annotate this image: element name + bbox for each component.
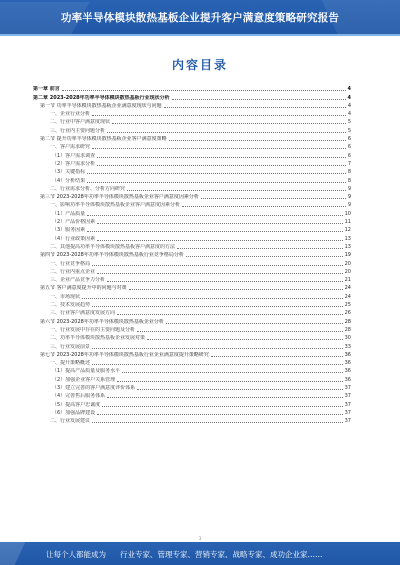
toc-entry-page: 4 [347,111,351,118]
toc-entry-text: 二、行业中客户满意度现状 [50,119,111,126]
toc-leader-dots [97,157,346,158]
toc-entry-page: 28 [344,326,351,333]
footer-slogan: 让每个人都能成为 [46,550,106,559]
toc-leader-dots [186,256,343,257]
toc-leader-dots [211,356,343,357]
toc-leader-dots [97,223,342,224]
toc-entry-text: （4）完善售后服务体系 [52,393,106,400]
toc-entry-text: 第四节 2023-2028年功率半导体模块散热基板行业竞争格局分析 [40,252,184,259]
toc-entry-page: 8 [347,169,351,176]
toc-entry-text: 第二节 提升功率半导体模块散热基板企业客户满意度策略 [40,136,167,143]
toc-leader-dots [166,323,343,324]
toc-leader-dots [112,123,346,124]
toc-entry[interactable] [33,267,351,275]
toc-entry[interactable] [33,341,351,349]
toc-entry-page: 20 [344,260,351,267]
toc-entry-page: 12 [344,227,351,234]
toc-entry[interactable] [33,84,351,92]
toc-leader-dots [92,148,346,149]
toc-leader-dots [137,331,343,332]
toc-entry-text: 一、行业发展中存在的主要问题及分析 [50,326,136,333]
toc-entry[interactable] [33,101,351,109]
toc-entry[interactable] [33,200,351,208]
toc-entry-page: 36 [344,376,351,383]
toc-entry[interactable] [33,258,351,266]
footer-roles: 行业专家、管理专家、营销专家、战略专家、成功企业家…… [120,550,323,559]
toc-entry-text: 二、其他提高功率半导体模块散热基板客户满意度的方法 [50,243,176,250]
toc-leader-dots [92,364,343,365]
toc-entry-text: 一、影响功率半导体模块散热基板企业客户满意度因素分析 [50,202,181,209]
toc-entry-text: 第六节 2023-2028年功率半导体模块散热基板企业分析 [40,318,164,325]
toc-entry-text: 第五节 客户满意度提升中的问题与对策 [40,285,127,292]
toc-entry-text: 一、市场现状 [50,293,81,300]
toc-leader-dots [129,289,343,290]
toc-entry[interactable] [33,333,351,341]
toc-entry-text: 第七节 2023-2028年功率半导体模块散热基板行业企业满意度提升策略研究 [40,351,209,358]
toc-entry-text: （3）关键指标 [52,169,86,176]
footer-decoration [0,542,25,565]
toc-entry-text: （1）客户需求调查 [52,152,96,159]
toc-entry-page: 4 [347,86,351,93]
toc-entry-page: 20 [344,268,351,275]
report-title: 功率半导体模块散热基板企业提升客户满意度策略研究报告 [60,12,340,24]
toc-entry-text: 二、行业内重点企业 [50,268,96,275]
toc-entry[interactable] [33,184,351,192]
toc-entry[interactable] [33,250,351,258]
toc-entry-page: 37 [344,418,351,425]
toc-leader-dots [177,248,343,249]
toc-entry-page: 13 [344,235,351,242]
toc-entry[interactable] [33,159,351,167]
toc-entry[interactable] [33,275,351,283]
toc-entry-text: 一、行业竞争格局 [50,260,91,267]
toc-leader-dots [137,389,342,390]
toc-leader-dots [92,348,343,349]
toc-entry-page: 10 [344,210,351,217]
toc-entry[interactable] [33,233,351,241]
toc-entry[interactable] [33,283,351,291]
toc-entry-page: 6 [347,152,351,159]
toc-leader-dots [127,190,346,191]
toc-entry[interactable] [33,134,351,142]
toc-leader-dots [169,140,346,141]
toc-leader-dots [107,397,342,398]
toc-leader-dots [62,90,346,91]
toc-entry[interactable] [33,125,351,133]
toc-leader-dots [97,273,343,274]
toc-entry-text: 一、企业行业分析 [50,111,91,118]
toc-entry[interactable] [33,225,351,233]
toc-entry-text: 二、行业需求分析、分析方向研究 [50,185,126,192]
toc-leader-dots [87,215,342,216]
toc-entry[interactable] [33,308,351,316]
toc-entry[interactable] [33,192,351,200]
toc-entry[interactable] [33,117,351,125]
toc-entry[interactable] [33,383,351,391]
toc-leader-dots [87,173,346,174]
toc-entry-text: （2）客户需求分析 [52,160,96,167]
toc-entry[interactable] [33,374,351,382]
toc-entry[interactable] [33,300,351,308]
report-header-banner [0,0,400,36]
toc-entry-page: 6 [347,136,351,143]
page-number: 3 [198,536,202,541]
toc-entry[interactable] [33,350,351,358]
toc-entry[interactable] [33,291,351,299]
toc-entry-text: 第一节 功率半导体模块散热基板企业满意度现状与问题 [40,102,162,109]
toc-entry-page: 5 [347,119,351,126]
toc-leader-dots [201,198,346,199]
toc-entry-page: 21 [344,277,351,284]
toc-leader-dots [147,339,343,340]
toc-entry-page: 4 [347,94,351,101]
toc-leader-dots [107,132,346,133]
toc-entry-page: 13 [344,243,351,250]
toc-entry-page: 11 [344,219,351,226]
toc-entry-page: 37 [344,409,351,416]
toc-leader-dots [97,165,346,166]
toc-entry[interactable] [33,150,351,158]
toc-entry-page: 26 [344,310,351,317]
toc-entry-text: 二、行业发展建议 [50,418,91,425]
toc-entry-page: 37 [344,384,351,391]
toc-entry-text: 二、技术发展趋势 [50,302,91,309]
toc-entry[interactable] [33,416,351,424]
toc-entry-text: （6）加强品牌建设 [52,409,96,416]
toc-entry[interactable] [33,366,351,374]
toc-entry[interactable] [33,208,351,216]
toc-entry-page: 9 [347,202,351,209]
toc-entry-text: 三、企业产品竞争力分析 [50,277,106,284]
table-of-contents [33,84,351,424]
toc-leader-dots [117,314,343,315]
toc-entry-text: （4）分析结果 [52,177,86,184]
toc-entry-text: 三、行业内主要问题分析 [50,127,106,134]
footer-banner [0,542,400,565]
toc-entry[interactable] [33,167,351,175]
toc-entry[interactable] [33,391,351,399]
toc-entry-text: （2）产品价格因素 [52,219,96,226]
toc-entry-page: 36 [344,368,351,375]
toc-leader-dots [87,182,346,183]
toc-entry-page: 28 [344,318,351,325]
toc-entry[interactable] [33,92,351,100]
toc-entry-text: （3）建立完善的客户满意度评价体系 [52,384,136,391]
toc-entry-page: 24 [344,293,351,300]
toc-leader-dots [122,372,342,373]
toc-entry-text: 三、行业客户满意度发展方向 [50,310,116,317]
toc-entry-text: （4）行业政策因素 [52,235,96,242]
toc-leader-dots [97,414,342,415]
header-stripe [0,34,400,36]
toc-entry[interactable] [33,325,351,333]
toc-leader-dots [92,115,346,116]
toc-leader-dots [117,381,342,382]
toc-leader-dots [97,240,342,241]
toc-entry-text: （1）产品质量 [52,210,86,217]
toc-entry-page: 36 [344,351,351,358]
toc-entry[interactable] [33,242,351,250]
toc-heading: 内容目录 [171,58,228,72]
toc-entry-page: 33 [344,343,351,350]
toc-entry-text: （5）提高客户忠诚度 [52,401,101,408]
toc-entry-text: （1）提高产品质量及服务水平 [52,368,121,375]
toc-entry-page: 24 [344,285,351,292]
toc-entry-text: 一、客户需求研究 [50,144,91,151]
toc-entry[interactable] [33,217,351,225]
toc-entry-page: 9 [347,194,351,201]
toc-entry-page: 36 [344,360,351,367]
toc-entry-text: 三、行业发展前景 [50,343,91,350]
toc-entry-text: 一、提升策略概述 [50,360,91,367]
toc-entry-page: 19 [344,252,351,259]
toc-entry[interactable] [33,358,351,366]
toc-entry-page: 7 [347,160,351,167]
toc-entry[interactable] [33,316,351,324]
toc-leader-dots [102,406,342,407]
toc-entry-text: 第二章 2023-2028年功率半导体模块散热基板行业现状分析 [33,94,170,101]
toc-entry-page: 25 [344,302,351,309]
toc-entry-page: 37 [344,393,351,400]
toc-entry[interactable] [33,175,351,183]
toc-entry-text: 第一章 前言 [33,86,60,93]
toc-leader-dots [92,306,343,307]
toc-entry[interactable] [33,142,351,150]
toc-entry-text: 二、功率半导体模块散热基板企业发展对策 [50,335,146,342]
toc-entry-page: 8 [347,177,351,184]
toc-entry-page: 5 [347,127,351,134]
toc-leader-dots [82,298,343,299]
toc-entry[interactable] [33,399,351,407]
toc-entry-page: 9 [347,185,351,192]
toc-leader-dots [182,206,346,207]
toc-entry-page: 4 [347,102,351,109]
toc-leader-dots [107,281,343,282]
toc-leader-dots [164,107,346,108]
toc-entry-text: 第三节 2023-2028年功率半导体模块散热基板企业客户满意度因素分析 [40,194,199,201]
toc-entry[interactable] [33,109,351,117]
toc-entry-page: 6 [347,144,351,151]
toc-entry-page: 37 [344,401,351,408]
toc-entry-text: （3）服务因素 [52,227,86,234]
toc-leader-dots [172,99,346,100]
toc-entry-text: （2）加强企业客户关系管理 [52,376,116,383]
toc-entry[interactable] [33,408,351,416]
toc-leader-dots [87,231,342,232]
toc-leader-dots [92,265,343,266]
toc-entry-page: 30 [344,335,351,342]
toc-leader-dots [92,422,343,423]
